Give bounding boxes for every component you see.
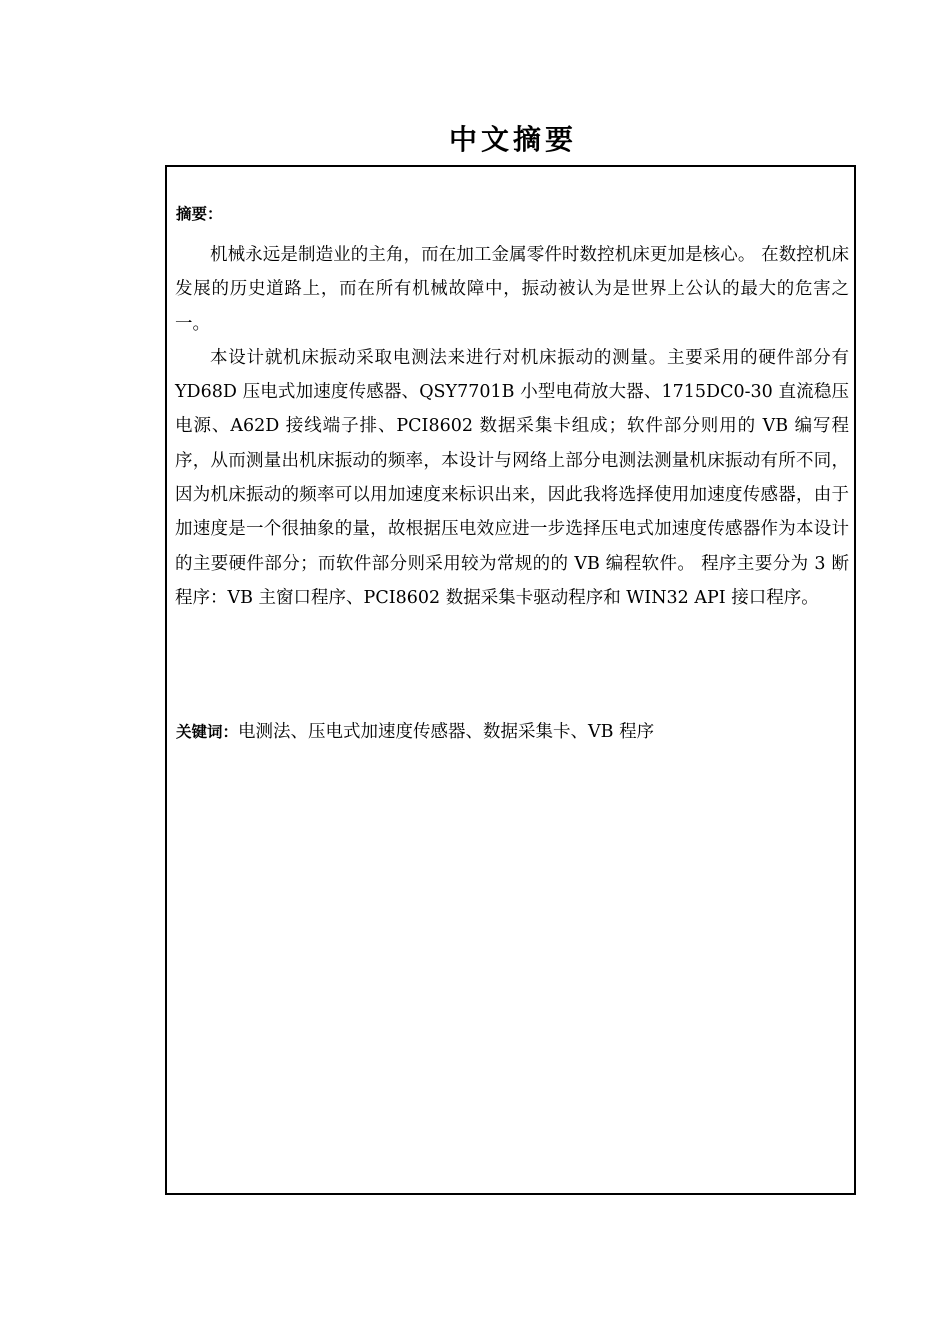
abstract-paragraph-1: 机械永远是制造业的主角，而在加工金属零件时数控机床更加是核心。 在数控机床发展的历史道路上，而在所有机械故障中，振动被认为是世界上公认的最大的危害之一。 xyxy=(175,245,849,334)
abstract-body xyxy=(175,238,849,615)
abstract-heading: 摘要： xyxy=(176,205,223,223)
keywords-value: 电测法、压电式加速度传感器、数据采集卡、VB 程序 xyxy=(238,722,655,742)
abstract-paragraph-2: 本设计就机床振动采取电测法来进行对机床振动的测量。主要采用的硬件部分有 YD68D 压电式加速度传感器、QSY7701B 小型电荷放大器、1715DC0-30 直流稳压电源、A62D 接线端子排、PCI8602 数据采集卡组成；软件部分则用的 VB 编写程序，从而测量出机床振动的频率，本设计与网络上部分电测法测量机床振动有所不同，因为机床振动的频率可以用加速度来标识出来，因此我将选择使用加速度传感器，由于加速度是一个很抽象的量，故根据压电效应进一步选择压电式加速度传感器作为本设计的主要硬件部分；而软件部分则采用较为常规的的 VB 编程软件。 程序主要分为 3 断程序：VB 主窗口程序、PCI8602 数据采集卡驱动程序和 WIN32 API 接口程序。 xyxy=(175,347,849,608)
page-title: 中文摘要 xyxy=(448,123,577,156)
keywords-label: 关键词： xyxy=(176,723,239,741)
keywords-line xyxy=(176,716,654,748)
